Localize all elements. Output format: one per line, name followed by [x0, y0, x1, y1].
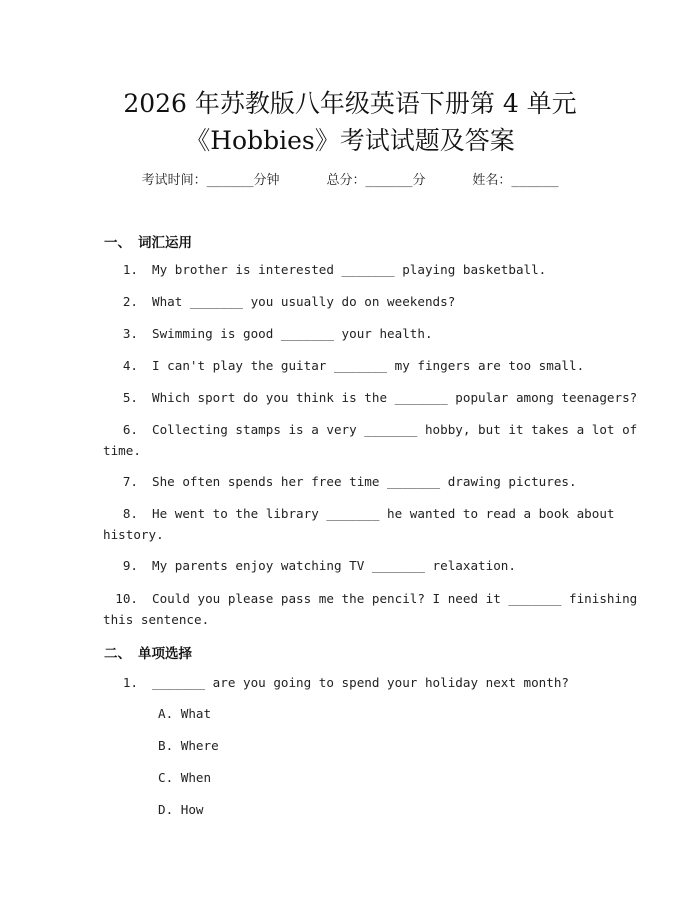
question-item	[104, 506, 615, 521]
question-continuation: history.	[103, 527, 164, 542]
question-item	[104, 474, 577, 489]
question-item	[104, 294, 455, 309]
question-number: 8.	[122, 506, 138, 521]
doc-title-line2: 《Hobbies》考试试题及答案	[185, 126, 515, 155]
question-number: 4.	[122, 358, 138, 373]
section-title: 单项选择	[138, 646, 192, 662]
section-number: 二、	[104, 646, 131, 662]
question-number: 10.	[115, 591, 138, 606]
exam-meta-line: 考试时间：______分钟 总分：______分 姓名：______	[141, 173, 559, 188]
question-number: 7.	[122, 474, 138, 489]
question-text: She often spends her free time _______ drawing pictures.	[152, 474, 577, 489]
question-number: 3.	[122, 326, 138, 341]
question-item	[104, 358, 584, 373]
section-number: 一、	[104, 235, 131, 251]
question-item	[104, 422, 637, 437]
option-b[interactable]: B. Where	[158, 738, 219, 753]
question-continuation: this sentence.	[103, 612, 210, 627]
question-text: _______ are you going to spend your holiday next month?	[152, 675, 570, 690]
question-item	[104, 675, 569, 690]
doc-title-line1: 2026 年苏教版八年级英语下册第 4 单元	[123, 89, 577, 118]
question-text: Could you please pass me the pencil? I need it _______ finishing	[152, 591, 638, 606]
question-item	[104, 591, 637, 606]
question-item	[104, 262, 546, 277]
question-number: 1.	[122, 262, 138, 277]
question-number: 2.	[122, 294, 138, 309]
question-text: He went to the library _______ he wanted to read a book about	[152, 506, 615, 521]
question-text: My parents enjoy watching TV _______ relaxation.	[152, 558, 516, 573]
question-text: What _______ you usually do on weekends?	[152, 294, 456, 309]
question-item	[104, 390, 637, 405]
question-item	[104, 326, 433, 341]
question-continuation: time.	[103, 443, 141, 458]
section-heading-multiple-choice	[104, 642, 192, 662]
question-text: My brother is interested _______ playing basketball.	[152, 262, 547, 277]
option-c[interactable]: C. When	[158, 770, 212, 785]
option-a[interactable]: A. What	[158, 706, 212, 721]
question-number: 6.	[122, 422, 138, 437]
section-title: 词汇运用	[138, 235, 192, 251]
question-text: Which sport do you think is the _______ popular among teenagers?	[152, 390, 638, 405]
question-text: Collecting stamps is a very _______ hobby, but it takes a lot of	[152, 422, 638, 437]
question-number: 1.	[122, 675, 138, 690]
question-text: Swimming is good _______ your health.	[152, 326, 433, 341]
option-d[interactable]: D. How	[158, 802, 204, 817]
section-heading-vocabulary	[104, 231, 192, 251]
question-number: 5.	[122, 390, 138, 405]
question-item	[104, 558, 516, 573]
question-text: I can't play the guitar _______ my fingers are too small.	[152, 358, 585, 373]
question-number: 9.	[122, 558, 138, 573]
